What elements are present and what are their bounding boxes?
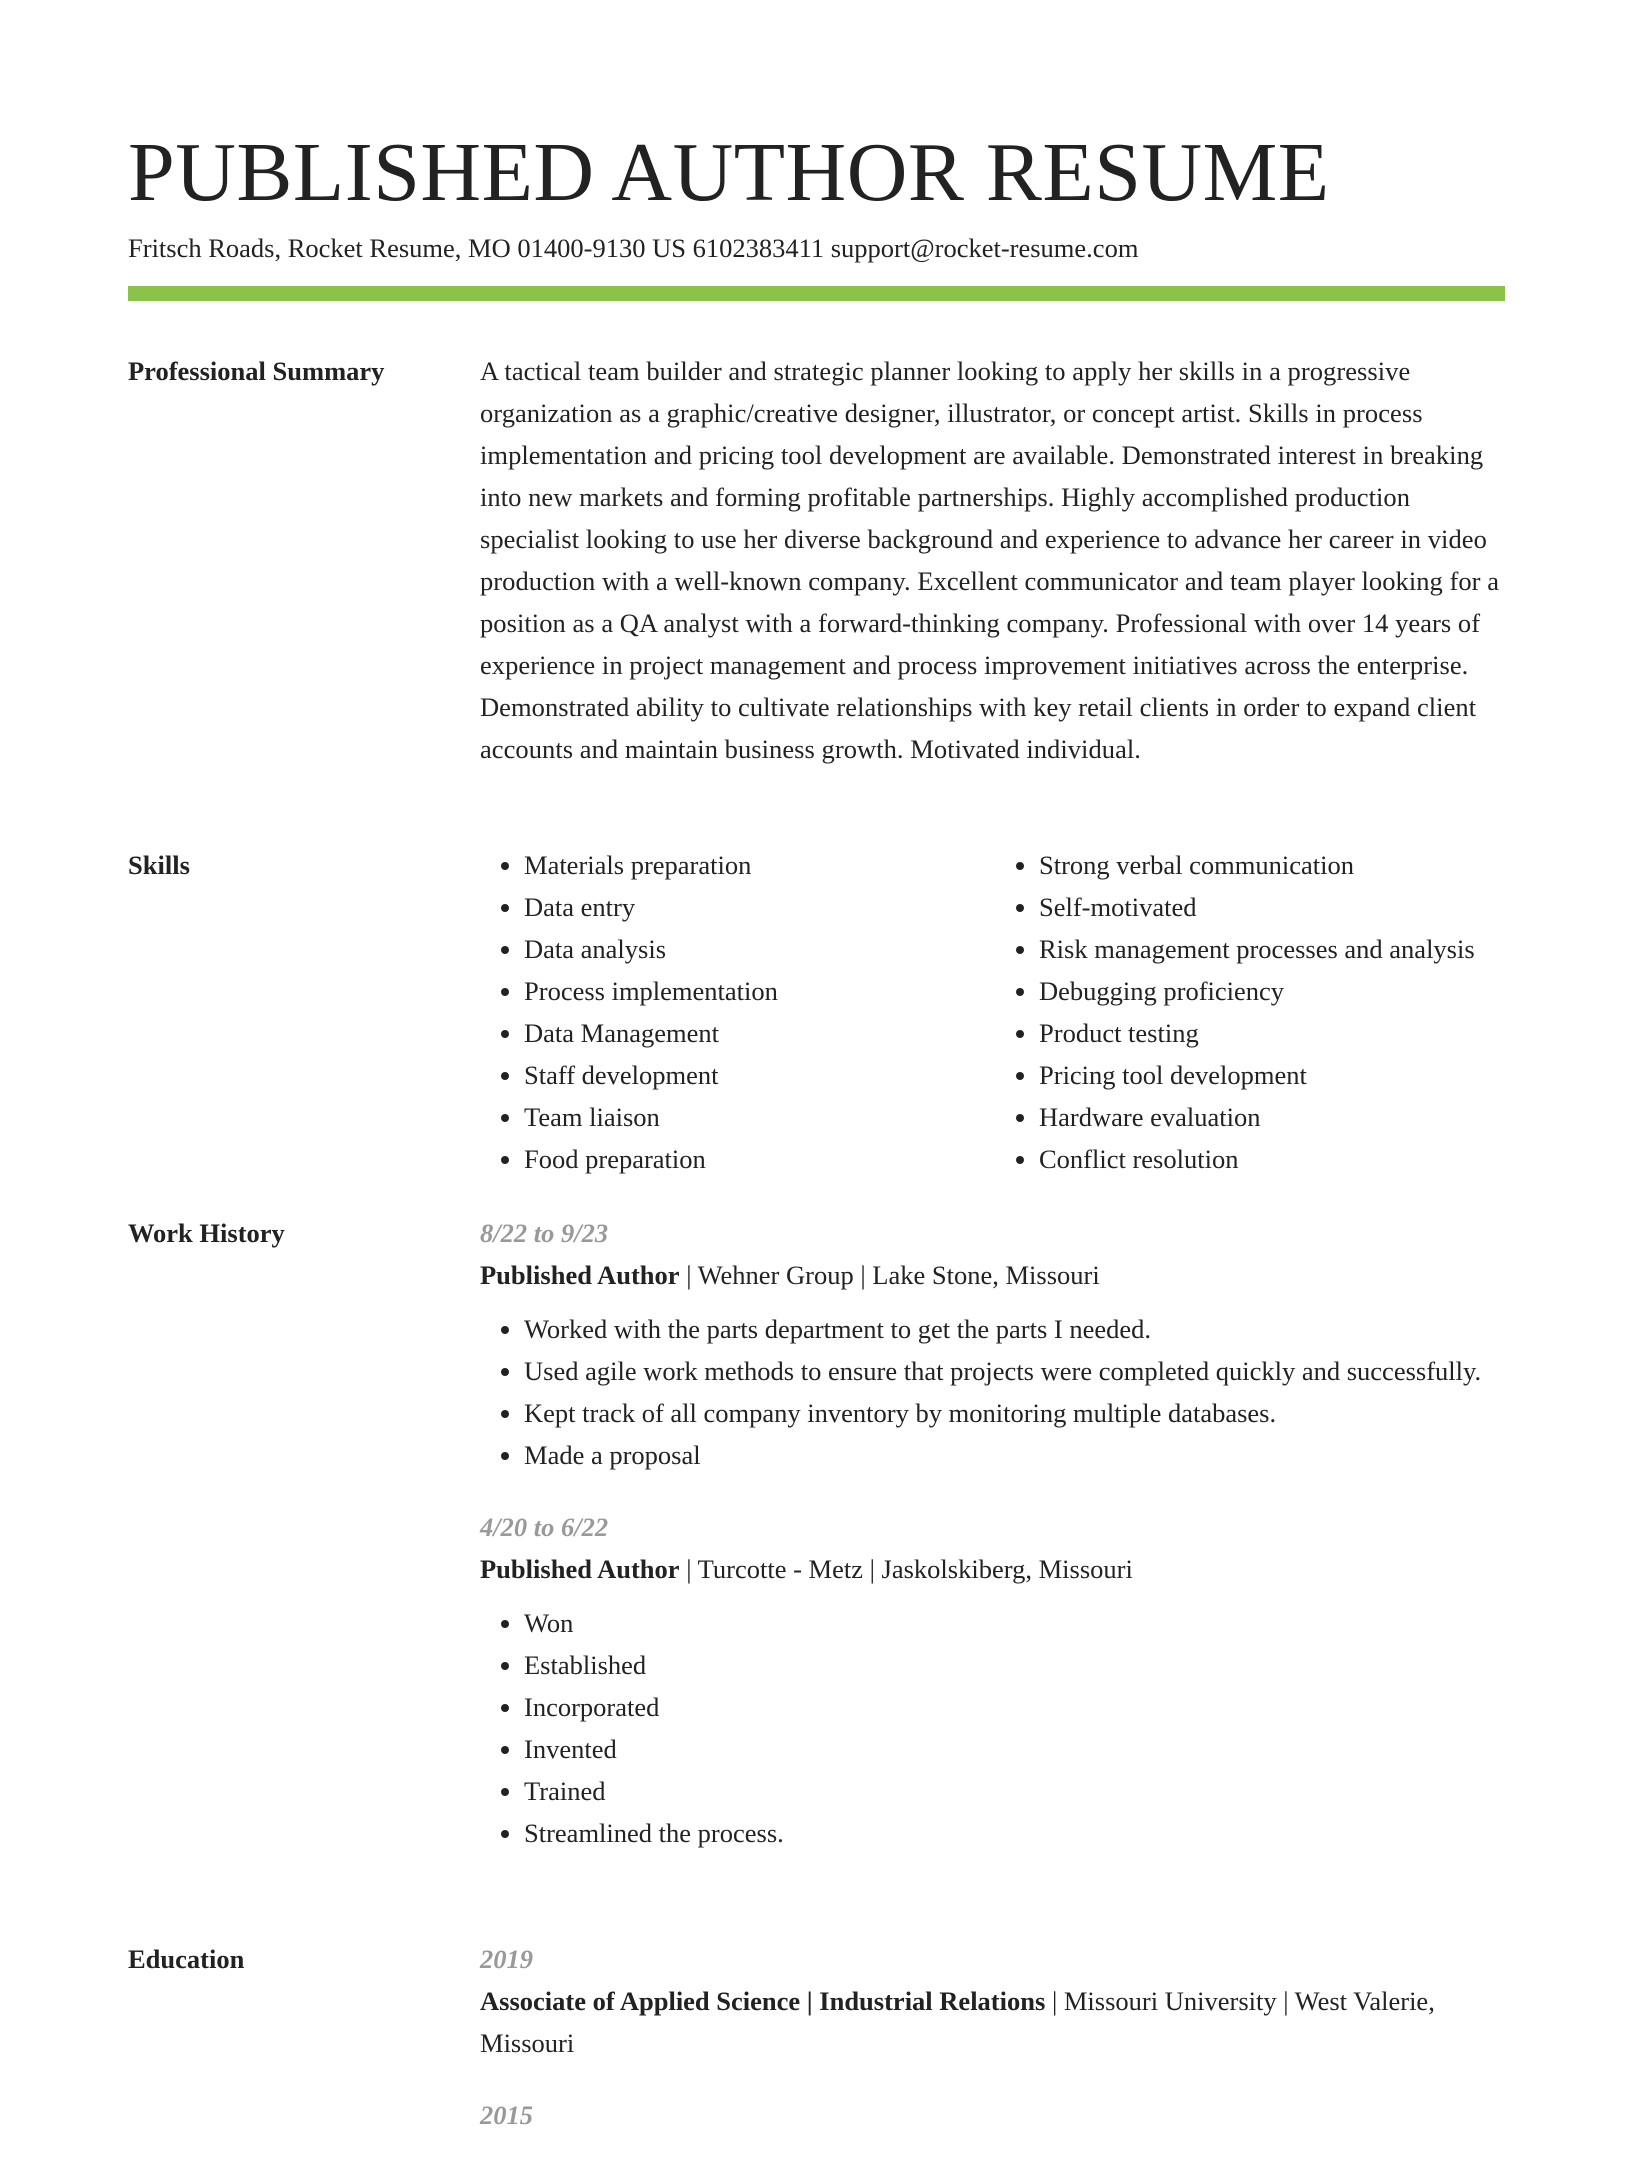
- work-history-body: [480, 1212, 1506, 1884]
- job-bullet: • Invented: [524, 1728, 1506, 1770]
- section-label-education: Education: [128, 1944, 245, 1974]
- education-degree: Associate of Applied Science | Industrial Relations: [480, 1986, 1046, 2016]
- education-entry: [480, 1938, 1506, 2064]
- skill-item: • Self-motivated: [1039, 886, 1510, 928]
- job-role-line: [480, 1548, 1506, 1590]
- job-entry: [480, 1506, 1506, 1854]
- job-bullet: • Kept track of all company inventory by monitoring multiple databases.: [524, 1392, 1506, 1434]
- skill-item: • Team liaison: [524, 1096, 995, 1138]
- accent-divider: [128, 286, 1505, 301]
- job-bullet: • Made a proposal: [524, 1434, 1506, 1476]
- job-bullet: • Used agile work methods to ensure that projects were completed quickly and successfully.: [524, 1350, 1506, 1392]
- skills-body: [480, 844, 1506, 1180]
- skill-item: • Staff development: [524, 1054, 995, 1096]
- skills-list-right: [995, 844, 1510, 1180]
- skill-item: • Risk management processes and analysis: [1039, 928, 1510, 970]
- education-body: [480, 1938, 1506, 2166]
- skill-item: • Pricing tool development: [1039, 1054, 1510, 1096]
- skill-item: • Conflict resolution: [1039, 1138, 1510, 1180]
- job-dates: 4/20 to 6/22: [480, 1512, 609, 1542]
- education-year: 2015: [480, 2100, 533, 2130]
- skill-item: • Data analysis: [524, 928, 995, 970]
- education-entry: [480, 2094, 1506, 2136]
- education-year: 2019: [480, 1944, 533, 1974]
- job-bullet: • Incorporated: [524, 1686, 1506, 1728]
- job-details: | Turcotte - Metz | Jaskolskiberg, Missouri: [679, 1554, 1133, 1584]
- section-label-work-history: Work History: [128, 1218, 285, 1248]
- job-entry: [480, 1212, 1506, 1476]
- section-label-summary: Professional Summary: [128, 356, 385, 386]
- contact-line: Fritsch Roads, Rocket Resume, MO 01400-9130 US 6102383411 support@rocket-resume.com: [128, 233, 1139, 263]
- summary-body: [480, 350, 1506, 770]
- job-dates: 8/22 to 9/23: [480, 1218, 609, 1248]
- job-bullets: [480, 1308, 1506, 1476]
- summary-text: A tactical team builder and strategic planner looking to apply her skills in a progressive organization as a graphic/creative designer, illustrator, or concept artist. Skills in process implementation and pricing tool development are available. Demonstrated interest in breaking into new markets and forming profitable partnerships. Highly accomplished production specialist looking to use her diverse background and experience to advance her career in video production with a well-known company. Excellent communicator and team player looking for a position as a QA analyst with a forward-thinking company. Professional with over 14 years of experience in project management and process improvement initiatives across the enterprise. Demonstrated ability to cultivate relationships with key retail clients in order to expand client accounts and maintain business growth. Motivated individual.: [480, 356, 1500, 764]
- skill-item: • Materials preparation: [524, 844, 995, 886]
- job-bullet: • Established: [524, 1644, 1506, 1686]
- resume-title: PUBLISHED AUTHOR RESUME: [128, 126, 1330, 219]
- job-bullet: • Won: [524, 1602, 1506, 1644]
- job-title: Published Author: [480, 1554, 680, 1584]
- job-bullets: [480, 1602, 1506, 1854]
- skill-item: • Product testing: [1039, 1012, 1510, 1054]
- skill-item: • Data Management: [524, 1012, 995, 1054]
- job-title: Published Author: [480, 1260, 680, 1290]
- job-bullet: • Worked with the parts department to get the parts I needed.: [524, 1308, 1506, 1350]
- education-line: [480, 1980, 1506, 2064]
- skill-item: • Strong verbal communication: [1039, 844, 1510, 886]
- education-details: | Missouri University | West Valerie, Missouri: [480, 1986, 1435, 2058]
- job-bullet: • Streamlined the process.: [524, 1812, 1506, 1854]
- skills-columns: [480, 844, 1510, 1180]
- skill-item: • Hardware evaluation: [1039, 1096, 1510, 1138]
- skill-item: • Process implementation: [524, 970, 995, 1012]
- skill-item: • Debugging proficiency: [1039, 970, 1510, 1012]
- job-details: | Wehner Group | Lake Stone, Missouri: [679, 1260, 1100, 1290]
- skills-list-left: [480, 844, 995, 1180]
- skill-item: • Data entry: [524, 886, 995, 928]
- job-role-line: [480, 1254, 1506, 1296]
- job-bullet: • Trained: [524, 1770, 1506, 1812]
- skill-item: • Food preparation: [524, 1138, 995, 1180]
- section-label-skills: Skills: [128, 850, 190, 880]
